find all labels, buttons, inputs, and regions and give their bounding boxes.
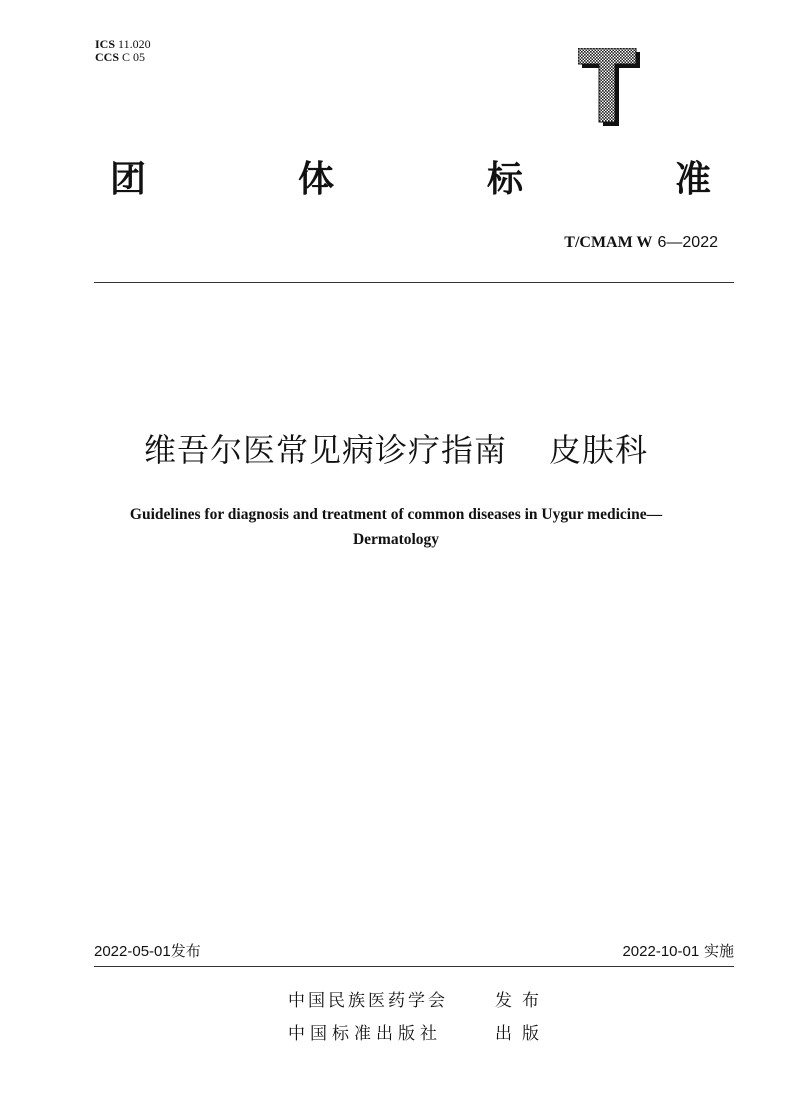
category-char-3: 标 [487, 159, 524, 200]
standard-prefix: T/CMAM W [564, 234, 653, 251]
standard-code: 6—2022 [657, 234, 718, 251]
release-label: 发布 [170, 942, 201, 960]
ccs-line [95, 51, 151, 64]
implementation-label: 实施 [703, 942, 734, 960]
ccs-label: CCS [95, 50, 120, 64]
title-main: 维吾尔医常见病诊疗指南 [143, 431, 507, 469]
category-char-2: 体 [298, 159, 335, 200]
publisher-name: 中国标准出版社 [288, 1024, 442, 1044]
issuer-role: 发布 [495, 991, 549, 1011]
ics-code: 11.020 [118, 37, 151, 51]
title-sub: 皮肤科 [549, 431, 649, 469]
category-char-1: 团 [110, 159, 147, 200]
issuer-name: 中国民族医药学会 [288, 991, 448, 1011]
standard-t-logo [578, 48, 640, 126]
footer-divider [94, 966, 734, 967]
classification-codes [95, 38, 151, 64]
ics-label: ICS [95, 37, 116, 51]
title-english-line-2: Dermatology [352, 531, 440, 548]
ccs-code: C 05 [122, 50, 146, 64]
implementation-date-value: 2022-10-01 [622, 943, 700, 960]
standard-number [564, 232, 718, 253]
title-chinese [0, 428, 792, 472]
category-char-4: 准 [675, 159, 712, 200]
publisher-role: 出版 [495, 1024, 549, 1044]
title-english [60, 502, 732, 552]
title-english-line-1: Guidelines for diagnosis and treatment of common diseases in Uygur medicine— [129, 506, 663, 523]
release-date-value: 2022-05-01 [94, 943, 171, 960]
implementation-date [622, 941, 734, 962]
release-date [94, 941, 201, 962]
header-divider [94, 282, 734, 283]
